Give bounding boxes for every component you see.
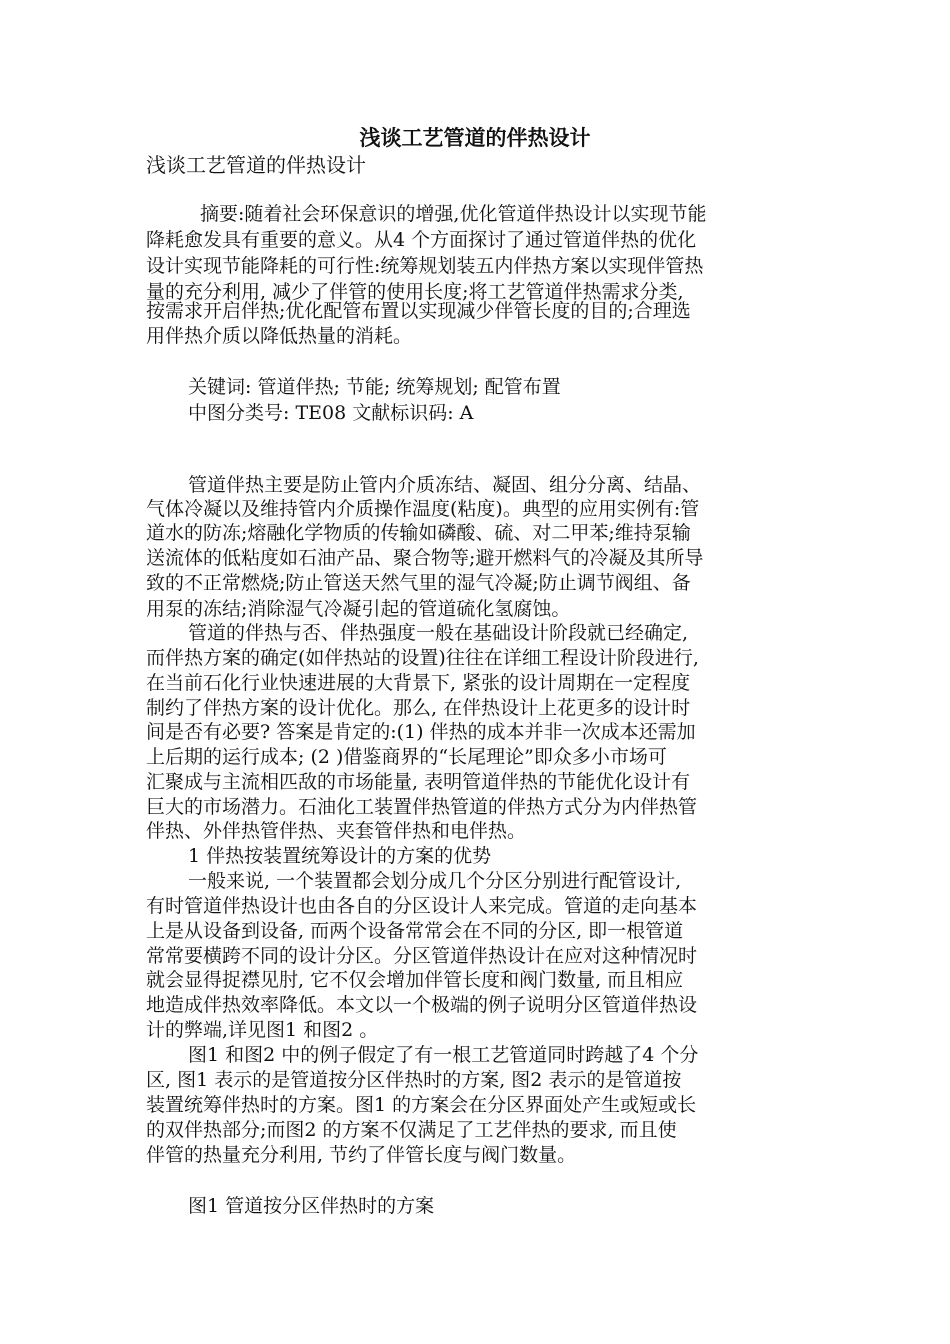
abstract-line: 摘要:随着社会环保意识的增强,优化管道伴热设计以实现节能 [200, 203, 707, 225]
abstract-line: 量的充分利用, 减少了伴管的使用长度;将工艺管道伴热需求分类, [146, 281, 684, 303]
keywords: 关键词: 管道伴热; 节能; 统筹规划; 配管布置 [188, 376, 561, 398]
abstract-line: 降耗愈发具有重要的意义。从4 个方面探讨了通过管道伴热的优化 [146, 229, 697, 251]
classification: 中图分类号: TE08 文献标识码: A [188, 402, 474, 424]
paragraph-line: 区, 图1 表示的是管道按分区伴热时的方案, 图2 表示的是管道按 [146, 1069, 682, 1091]
paragraph-line: 计的弊端,详见图1 和图2 。 [146, 1019, 379, 1041]
paragraph-line: 装置统筹伴热时的方案。图1 的方案会在分区界面处产生或短或长 [146, 1094, 697, 1116]
paragraph-line: 伴热、外伴热管伴热、夹套管伴热和电伴热。 [146, 820, 527, 842]
section-heading: 1 伴热按装置统筹设计的方案的优势 [188, 845, 492, 867]
paragraph-line: 一般来说, 一个装置都会划分成几个分区分别进行配管设计, [188, 870, 682, 892]
paragraph-line: 管道伴热主要是防止管内介质冻结、凝固、组分分离、结晶、 [188, 474, 702, 496]
document-subtitle: 浅谈工艺管道的伴热设计 [146, 153, 366, 177]
paragraph-line: 送流体的低粘度如石油产品、聚合物等;避开燃料气的冷凝及其所导 [146, 547, 704, 569]
paragraph-line: 汇聚成与主流相匹敌的市场能量, 表明管道伴热的节能优化设计有 [146, 771, 691, 793]
paragraph-line: 在当前石化行业快速进展的大背景下, 紧张的设计周期在一定程度 [146, 672, 691, 694]
paragraph-line: 有时管道伴热设计也由各自的分区设计人来完成。管道的走向基本 [146, 895, 698, 917]
abstract-line: 设计实现节能降耗的可行性:统筹规划装五内伴热方案以实现伴管热 [146, 255, 704, 277]
paragraph-line: 制约了伴热方案的设计优化。那么, 在伴热设计上花更多的设计时 [146, 697, 691, 719]
figure-caption: 图1 管道按分区伴热时的方案 [188, 1195, 435, 1217]
paragraph-line: 巨大的市场潜力。石油化工装置伴热管道的伴热方式分为内伴热管 [146, 796, 698, 818]
paragraph-line: 上是从设备到设备, 而两个设备常常会在不同的分区, 即一根管道 [146, 920, 684, 942]
abstract-line: 用伴热介质以降低热量的消耗。 [146, 325, 413, 347]
paragraph-line: 而伴热方案的确定(如伴热站的设置)往往在详细工程设计阶段进行, [146, 647, 699, 669]
paragraph-line: 上后期的运行成本; (2 )借鉴商界的“长尾理论”即众多小市场可 [146, 746, 667, 768]
paragraph-line: 管道的伴热与否、伴热强度一般在基础设计阶段就已经确定, [188, 622, 689, 644]
paragraph-line: 用泵的冻结;消除湿气冷凝引起的管道硫化氢腐蚀。 [146, 598, 571, 620]
paragraph-line: 间是否有必要? 答案是肯定的:(1) 伴热的成本并非一次成本还需加 [146, 721, 696, 743]
paragraph-line: 地造成伴热效率降低。本文以一个极端的例子说明分区管道伴热设 [146, 994, 698, 1016]
paragraph-line: 的双伴热部分;而图2 的方案不仅满足了工艺伴热的要求, 而且使 [146, 1119, 677, 1141]
abstract-line: 按需求开启伴热;优化配管布置以实现减少伴管长度的目的;合理选 [146, 300, 691, 322]
document-title: 浅谈工艺管道的伴热设计 [359, 125, 591, 150]
paragraph-line: 气体冷凝以及维持管内介质操作温度(粘度)。典型的应用实例有:管 [146, 498, 700, 520]
paragraph-line: 就会显得捉襟见肘, 它不仅会增加伴管长度和阀门数量, 而且相应 [146, 969, 684, 991]
paragraph-line: 致的不正常燃烧;防止管送天然气里的湿气冷凝;防止调节阀组、备 [146, 572, 691, 594]
paragraph-line: 道水的防冻;熔融化学物质的传输如磷酸、硫、对二甲苯;维持泵输 [146, 522, 691, 544]
paragraph-line: 伴管的热量充分利用, 节约了伴管长度与阀门数量。 [146, 1144, 577, 1166]
paragraph-line: 常常要横跨不同的设计分区。分区管道伴热设计在应对这种情况时 [146, 945, 698, 967]
paragraph-line: 图1 和图2 中的例子假定了有一根工艺管道同时跨越了4 个分 [188, 1044, 699, 1066]
